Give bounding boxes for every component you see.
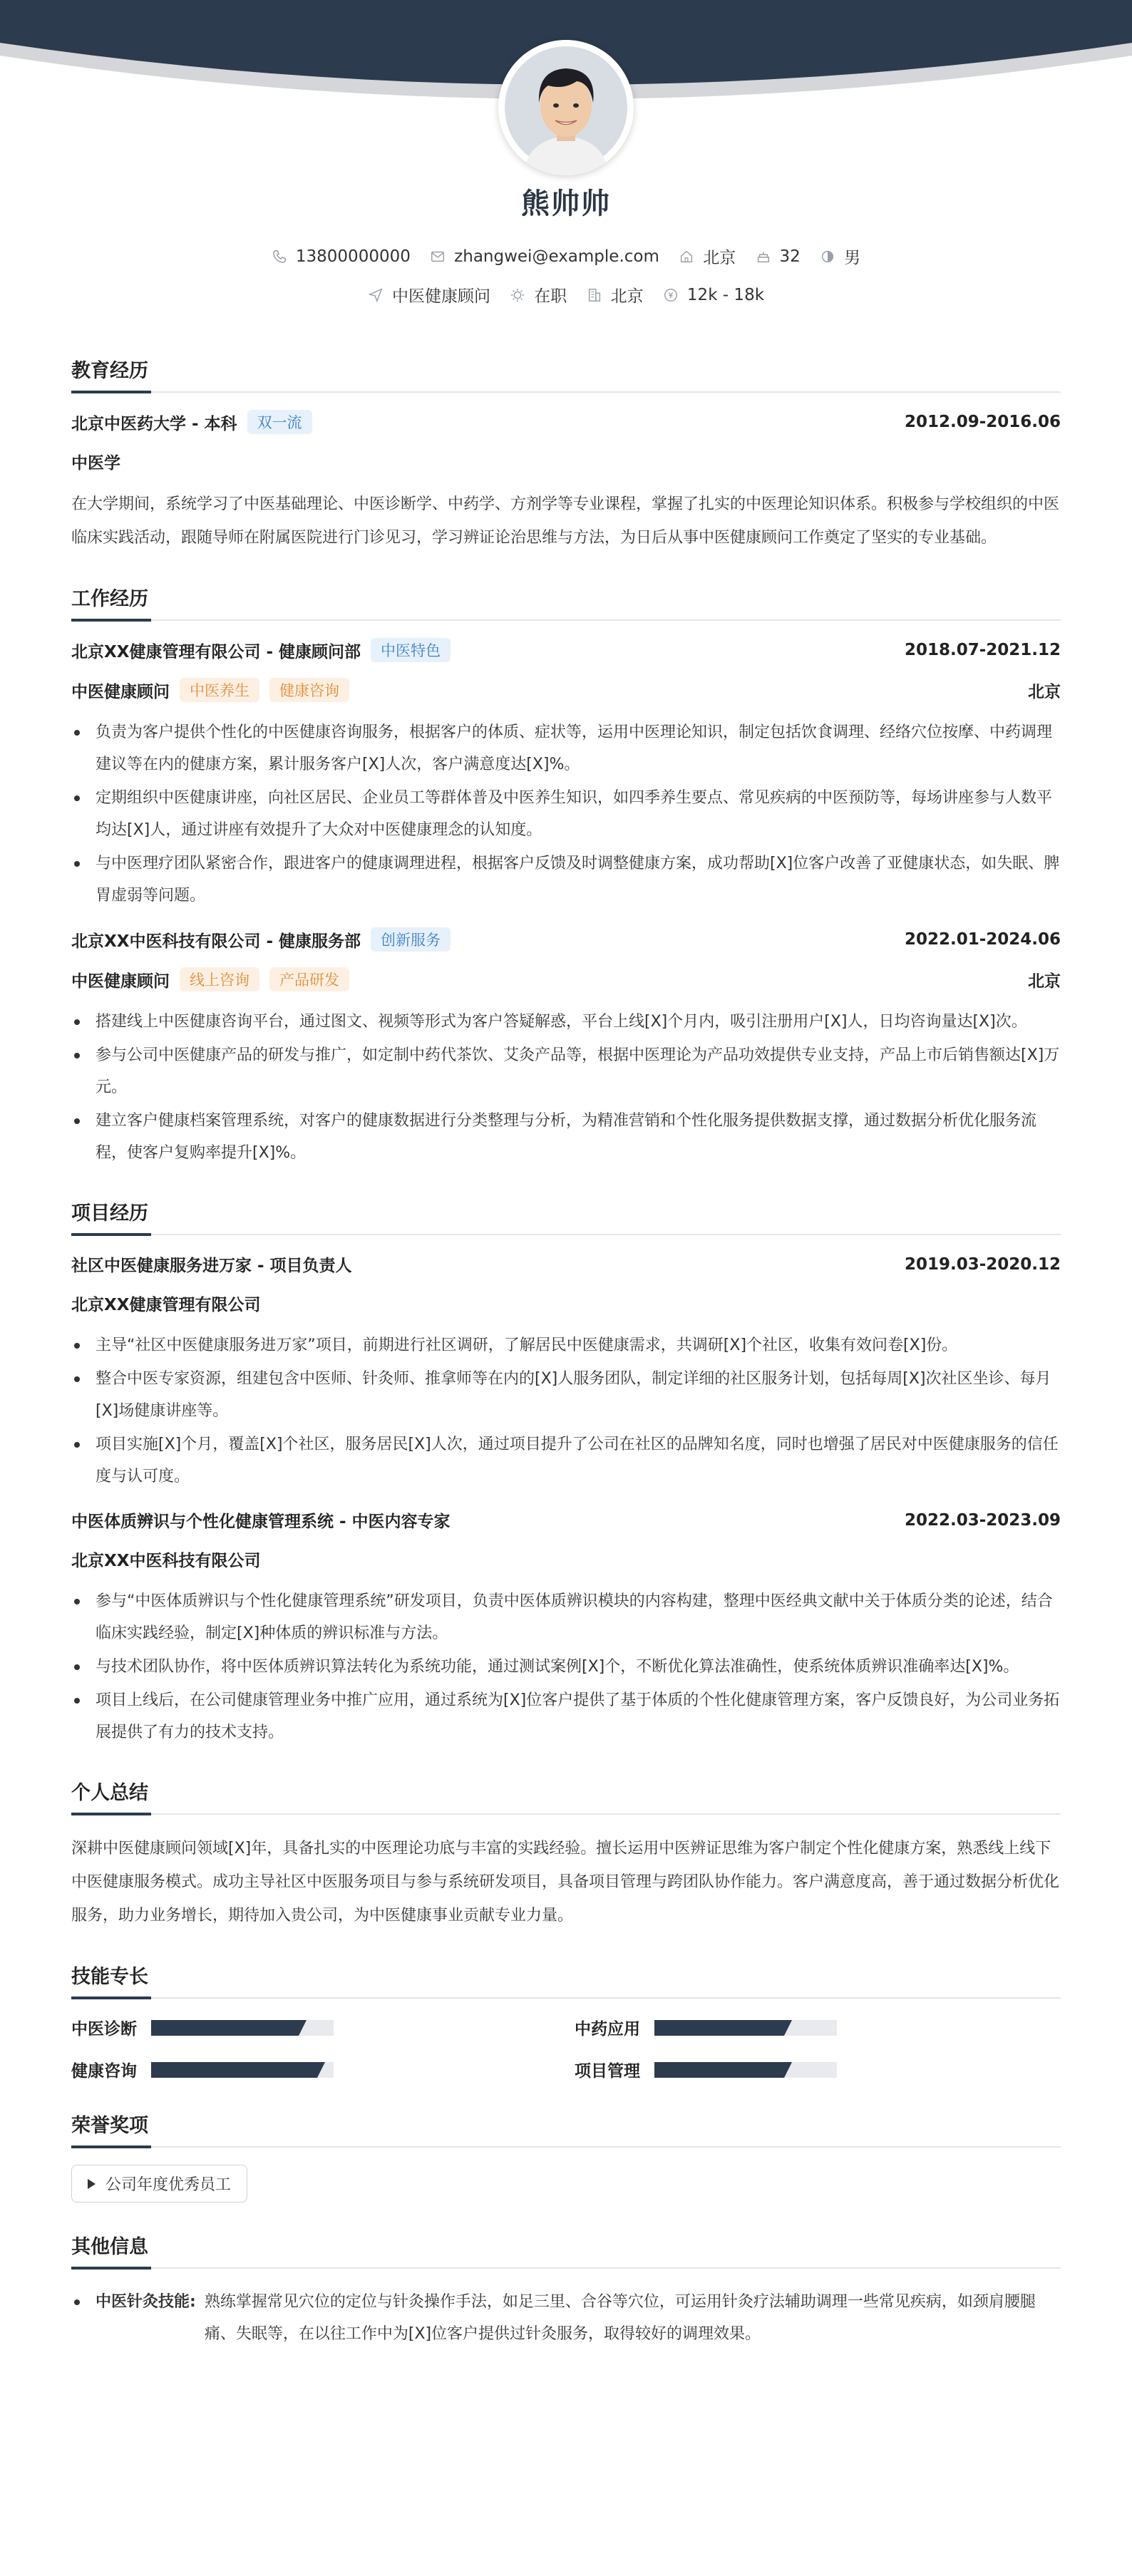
- project-head: [71, 1508, 1061, 1532]
- money-icon: [663, 287, 679, 303]
- skill-label: 健康咨询: [71, 2062, 137, 2081]
- company-tag: 创新服务: [371, 927, 451, 952]
- project-title: 中医体质辨识与个性化健康管理系统 - 中医内容专家: [71, 1513, 451, 1531]
- work-role-row: [71, 678, 1061, 702]
- section-title-education: 教育经历: [71, 355, 1061, 393]
- resume-content: [71, 335, 1061, 2350]
- skill-bar-fill: [654, 2062, 784, 2078]
- play-icon: [88, 2179, 96, 2189]
- role-tag: 线上咨询: [180, 967, 259, 991]
- role-title: 中医健康顾问: [71, 972, 170, 991]
- work-role-row: [71, 967, 1061, 991]
- list-item: 参与“中医体质辨识与个性化健康管理系统”研发项目，负责中医体质辨识模块的内容构建，整理中医经典文献中关于体质分类的论述，结合临床实践经验，制定[X]种体质的辨识标准与方法。: [71, 1585, 1061, 1649]
- list-item: 参与公司中医健康产品的研发与推广，如定制中药代茶饮、艾灸产品等，根据中医理论为产品功效提供专业支持，产品上市后销售额达[X]万元。: [71, 1039, 1061, 1103]
- avatar: [498, 40, 634, 175]
- status-icon: [510, 287, 525, 303]
- city-text: 北京: [610, 287, 644, 306]
- project-date: 2019.03-2020.12: [904, 1254, 1061, 1274]
- location-text: 北京: [703, 249, 736, 267]
- other-value: 熟练掌握常见穴位的定位与针灸操作手法，如足三里、合谷等穴位，可运用针灸疗法辅助调理一些常见疾病，如颈肩腰腿痛、失眠等，在以往工作中为[X]位客户提供过针灸服务，取得较好的调理效果。: [204, 2293, 1036, 2343]
- phone-text: 13800000000: [295, 247, 411, 266]
- award-text: 公司年度优秀员工: [106, 2176, 232, 2194]
- project-bullets: [71, 1329, 1061, 1493]
- list-item: 建立客户健康档案管理系统，对客户的健康数据进行分类整理与分析，为精准营销和个性化服务提供数据支撑，通过数据分析优化服务流程，使客户复购率提升[X]%。: [71, 1105, 1061, 1169]
- work-city: 北京: [1028, 972, 1061, 991]
- education-date: 2012.09-2016.06: [904, 413, 1061, 431]
- skill-label: 中药应用: [575, 2020, 640, 2039]
- gender-text: 男: [844, 249, 861, 267]
- email-item: [430, 247, 659, 266]
- skill-bar-fill: [151, 2020, 299, 2036]
- work-bullets: [71, 716, 1061, 912]
- other-item: [71, 2286, 1061, 2350]
- work-date: 2022.01-2024.06: [904, 930, 1061, 949]
- list-item: 与技术团队协作，将中医体质辨识算法转化为系统功能，通过测试案例[X]个，不断优化算法准确性，使系统体质辨识准确率达[X]%。: [71, 1651, 1061, 1683]
- project-bullets: [71, 1585, 1061, 1748]
- education-head: [71, 410, 1061, 434]
- city-item: [587, 283, 644, 306]
- section-title-skills: 技能专长: [71, 1961, 1061, 1999]
- home-icon: [679, 249, 694, 264]
- work-head: [71, 927, 1061, 952]
- project-title: 社区中医健康服务进万家 - 项目负责人: [71, 1257, 352, 1275]
- skill-item: [575, 2016, 1061, 2039]
- age-item: [756, 247, 801, 266]
- project-org: [71, 1547, 1061, 1571]
- major: [71, 450, 1061, 473]
- work-entry: [71, 638, 1061, 912]
- project-entry: [71, 1252, 1061, 1493]
- school-name: 北京中医药大学 - 本科: [71, 414, 237, 433]
- skill-label: 项目管理: [575, 2062, 640, 2081]
- summary-text: 深耕中医健康顾问领域[X]年，具备扎实的中医理论功底与丰富的实践经验。擅长运用中医辨证思维为客户制定个性化健康方案，熟悉线上线下中医健康服务模式。成功主导社区中医服务项目与参与系统研发项目，具备项目管理与跨团队协作能力。客户满意度高，善于通过数据分析优化服务，助力业务增长，期待加入贵公司，为中医健康事业贡献专业力量。: [71, 1840, 1060, 1925]
- list-item: 定期组织中医健康讲座，向社区居民、企业员工等群体普及中医养生知识，如四季养生要点、常见疾病的中医预防等，每场讲座参与人数平均达[X]人，通过讲座有效提升了大众对中医健康理念的认知度。: [71, 782, 1061, 846]
- skill-item: [575, 2058, 1061, 2081]
- company-name: 北京XX健康管理有限公司 - 健康顾问部: [71, 642, 361, 661]
- list-item: 与中医理疗团队紧密合作，跟进客户的健康调理进程，根据客户反馈及时调整健康方案，成功帮助[X]位客户改善了亚健康状态，如失眠、脾胃虚弱等问题。: [71, 847, 1061, 912]
- position-item: [368, 283, 490, 306]
- skills-grid: [71, 2016, 1061, 2081]
- salary-item: [663, 286, 764, 304]
- skill-bar: [654, 2062, 837, 2078]
- project-org-text: 北京XX健康管理有限公司: [71, 1296, 261, 1314]
- education-desc: 在大学期间，系统学习了中医基础理论、中医诊断学、中药学、方剂学等专业课程，掌握了扎实的中医理论知识体系。积极参与学校组织的中医临床实践活动，跟随导师在附属医院进行门诊见习，学习辨证论治思维与方法，为日后从事中医健康顾问工作奠定了坚实的专业基础。: [71, 495, 1060, 547]
- role-tag: 中医养生: [180, 678, 259, 702]
- skill-bar-fill: [654, 2020, 784, 2036]
- role-tag: 产品研发: [269, 967, 349, 991]
- gender-icon: [820, 249, 835, 264]
- age-text: 32: [779, 247, 801, 266]
- candidate-name: 熊帅帅: [521, 187, 611, 220]
- gender-item: [820, 244, 860, 268]
- section-title-summary: 个人总结: [71, 1777, 1061, 1815]
- building-icon: [587, 287, 602, 303]
- list-item: 负责为客户提供个性化的中医健康咨询服务，根据客户的体质、症状等，运用中医理论知识，制定包括饮食调理、经络穴位按摩、中药调理建议等在内的健康方案，累计服务客户[X]人次，客户满意度达[X]%。: [71, 716, 1061, 780]
- section-title-other: 其他信息: [71, 2231, 1061, 2269]
- list-item: 项目实施[X]个月，覆盖[X]个社区，服务居民[X]人次，通过项目提升了公司在社区的品牌知名度，同时也增强了居民对中医健康服务的信任度与认可度。: [71, 1428, 1061, 1493]
- work-head: [71, 638, 1061, 662]
- role-tag: 健康咨询: [269, 678, 349, 702]
- company-tag: 中医特色: [371, 638, 451, 662]
- project-org: [71, 1292, 1061, 1315]
- work-entry: [71, 927, 1061, 1169]
- skill-bar: [654, 2020, 837, 2036]
- section-title-work: 工作经历: [71, 583, 1061, 621]
- work-date: 2018.07-2021.12: [904, 641, 1061, 659]
- status-item: [510, 283, 567, 306]
- company-name: 北京XX中医科技有限公司 - 健康服务部: [71, 932, 361, 951]
- phone-item: [272, 247, 411, 266]
- mail-icon: [430, 249, 446, 264]
- section-title-awards: 荣誉奖项: [71, 2110, 1061, 2148]
- age-icon: [756, 249, 771, 264]
- skill-item: [71, 2016, 575, 2039]
- work-bullets: [71, 1006, 1061, 1169]
- major-text: 中医学: [71, 454, 120, 473]
- position-text: 中医健康顾问: [391, 287, 490, 306]
- award-badge: [71, 2165, 247, 2203]
- list-item: 搭建线上中医健康咨询平台，通过图文、视频等形式为客户答疑解惑，平台上线[X]个月内，吸引注册用户[X]人，日均咨询量达[X]次。: [71, 1006, 1061, 1038]
- skill-label: 中医诊断: [71, 2020, 137, 2039]
- role-title: 中医健康顾问: [71, 682, 170, 701]
- project-date: 2022.03-2023.09: [904, 1510, 1061, 1530]
- skill-bar-fill: [151, 2062, 317, 2078]
- school-tag: 双一流: [247, 410, 312, 434]
- list-item: 主导“社区中医健康服务进万家”项目，前期进行社区调研，了解居民中医健康需求，共调研[X]个社区，收集有效问卷[X]份。: [71, 1329, 1061, 1361]
- project-head: [71, 1252, 1061, 1276]
- email-text: zhangwei@example.com: [454, 247, 659, 266]
- skill-bar: [151, 2020, 334, 2036]
- phone-icon: [272, 249, 287, 264]
- other-key: 中医针灸技能:: [96, 2293, 196, 2311]
- skill-bar: [151, 2062, 334, 2078]
- salary-text: 12k - 18k: [686, 285, 765, 304]
- job-intent-row: [0, 283, 1132, 307]
- skill-item: [71, 2058, 575, 2081]
- list-item: 项目上线后，在公司健康管理业务中推广应用，通过系统为[X]位客户提供了基于体质的个性化健康管理方案，客户反馈良好，为公司业务拓展提供了有力的技术支持。: [71, 1684, 1061, 1748]
- status-text: 在职: [534, 287, 567, 306]
- list-item: 整合中医专家资源，组建包含中医师、针灸师、推拿师等在内的[X]人服务团队，制定详细的社区服务计划，包括每周[X]次社区坐诊、每月[X]场健康讲座等。: [71, 1363, 1061, 1427]
- work-city: 北京: [1028, 682, 1061, 701]
- send-icon: [368, 287, 384, 303]
- location-item: [679, 244, 736, 268]
- project-entry: [71, 1508, 1061, 1748]
- section-title-projects: 项目经历: [71, 1197, 1061, 1235]
- contact-row: [0, 244, 1132, 269]
- project-org-text: 北京XX中医科技有限公司: [71, 1552, 261, 1570]
